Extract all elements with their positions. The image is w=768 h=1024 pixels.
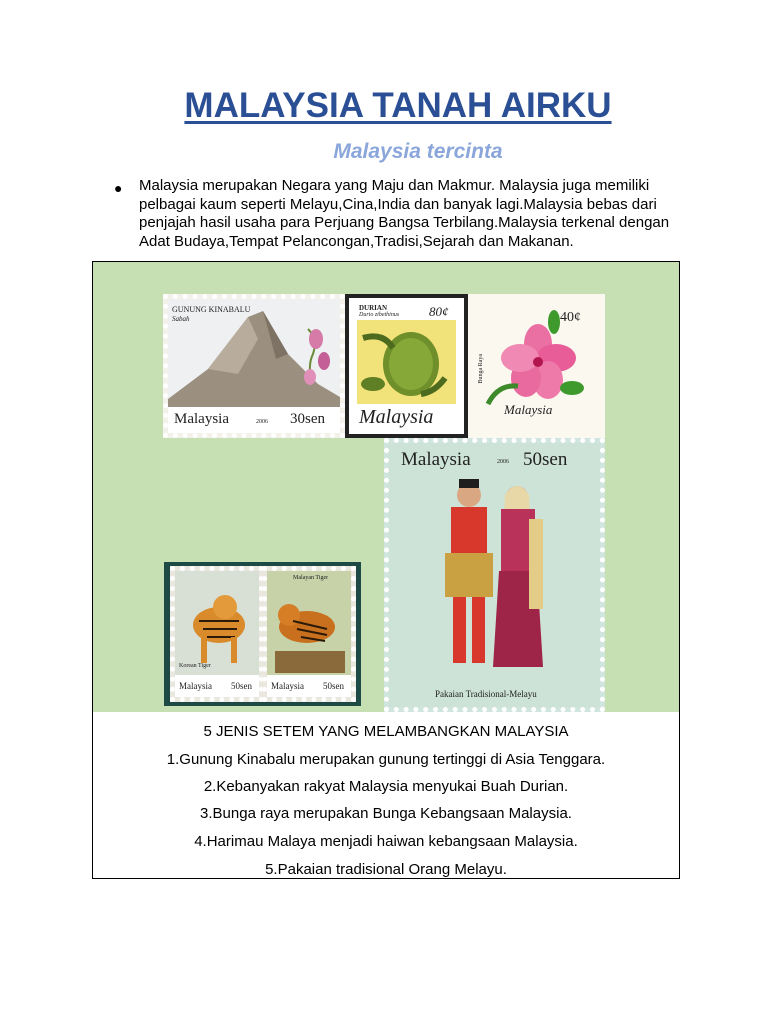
page-title: MALAYSIA TANAH AIRKU [184,86,612,125]
caption-item: 4.Harimau Malaya menjadi haiwan kebangsaan Malaysia. [194,833,578,850]
costume-caption: Pakaian Tradisional-Melayu [435,689,537,699]
caption-item: 2.Kebanyakan rakyat Malaysia menyukai Buah Durian. [203,778,569,795]
intro-paragraph: Malaysia merupakan Negara yang Maju dan Makmur. Malaysia juga memiliki pelbagai kaum seperti Melayu,Cina,India dan banyak lagi.Malaysia bebas dari penjajah hasil usaha para Perjuang Bangsa Terbilang.Malaysia terkenal dengan Adat Budaya,Tempat Pelancongan,Tradisi,Sejarah dan Makanan. [139,177,670,250]
tiger-right-label: Malayan Tiger [293,575,329,581]
stamp-durian [345,294,468,438]
costume-illustration [389,443,600,707]
hibiscus-side: Bunga Raya [478,354,484,384]
caption-item: 3.Bunga raya merupakan Bunga Kebangsaan Malaysia. [200,805,572,822]
stamp-tiger-right [262,566,356,702]
hibiscus-country: Malaysia [504,402,553,417]
captions-heading: 5 JENIS SETEM YANG MELAMBANGKAN MALAYSIA [203,723,569,740]
stamp-hibiscus [468,294,605,438]
stamp-tiger-left [170,566,264,702]
costume-country: Malaysia [401,449,471,470]
kinabalu-country: Malaysia [174,411,229,427]
tiger-icon [267,571,351,697]
costume-value: 50sen [523,449,568,470]
tiger-left-label: Korean Tiger [179,663,211,669]
durian-sub: Durio zibethinus [359,312,400,318]
costume-year: 2006 [497,459,509,465]
caption-item: 1.Gunung Kinabalu merupakan gunung tertinggi di Asia Tenggara. [166,751,606,768]
kinabalu-value: 30sen [290,411,325,427]
kinabalu-sub: Sabah [172,315,190,323]
stamp-panel [93,262,679,712]
stamp-box [92,261,680,879]
stamp-costume [384,438,605,712]
durian-country: Malaysia [359,406,434,428]
page-subtitle: Malaysia tercinta [333,140,503,163]
kinabalu-heading: GUNUNG KINABALU [172,305,251,314]
tiger-right-value: 50sen [323,681,344,691]
bullet-icon: ● [114,180,123,196]
stamp-tigers [164,562,361,706]
tiger-right-country: Malaysia [271,681,304,691]
durian-heading: DURIAN [359,304,387,312]
hibiscus-value: 40¢ [560,310,581,325]
stamp-kinabalu [163,294,345,438]
tiger-left-value: 50sen [231,681,252,691]
caption-item: 5.Pakaian tradisional Orang Melayu. [265,861,507,878]
tiger-icon [175,571,259,697]
kinabalu-year: 2006 [256,419,268,425]
tiger-left-country: Malaysia [179,681,212,691]
durian-value: 80¢ [429,304,449,319]
